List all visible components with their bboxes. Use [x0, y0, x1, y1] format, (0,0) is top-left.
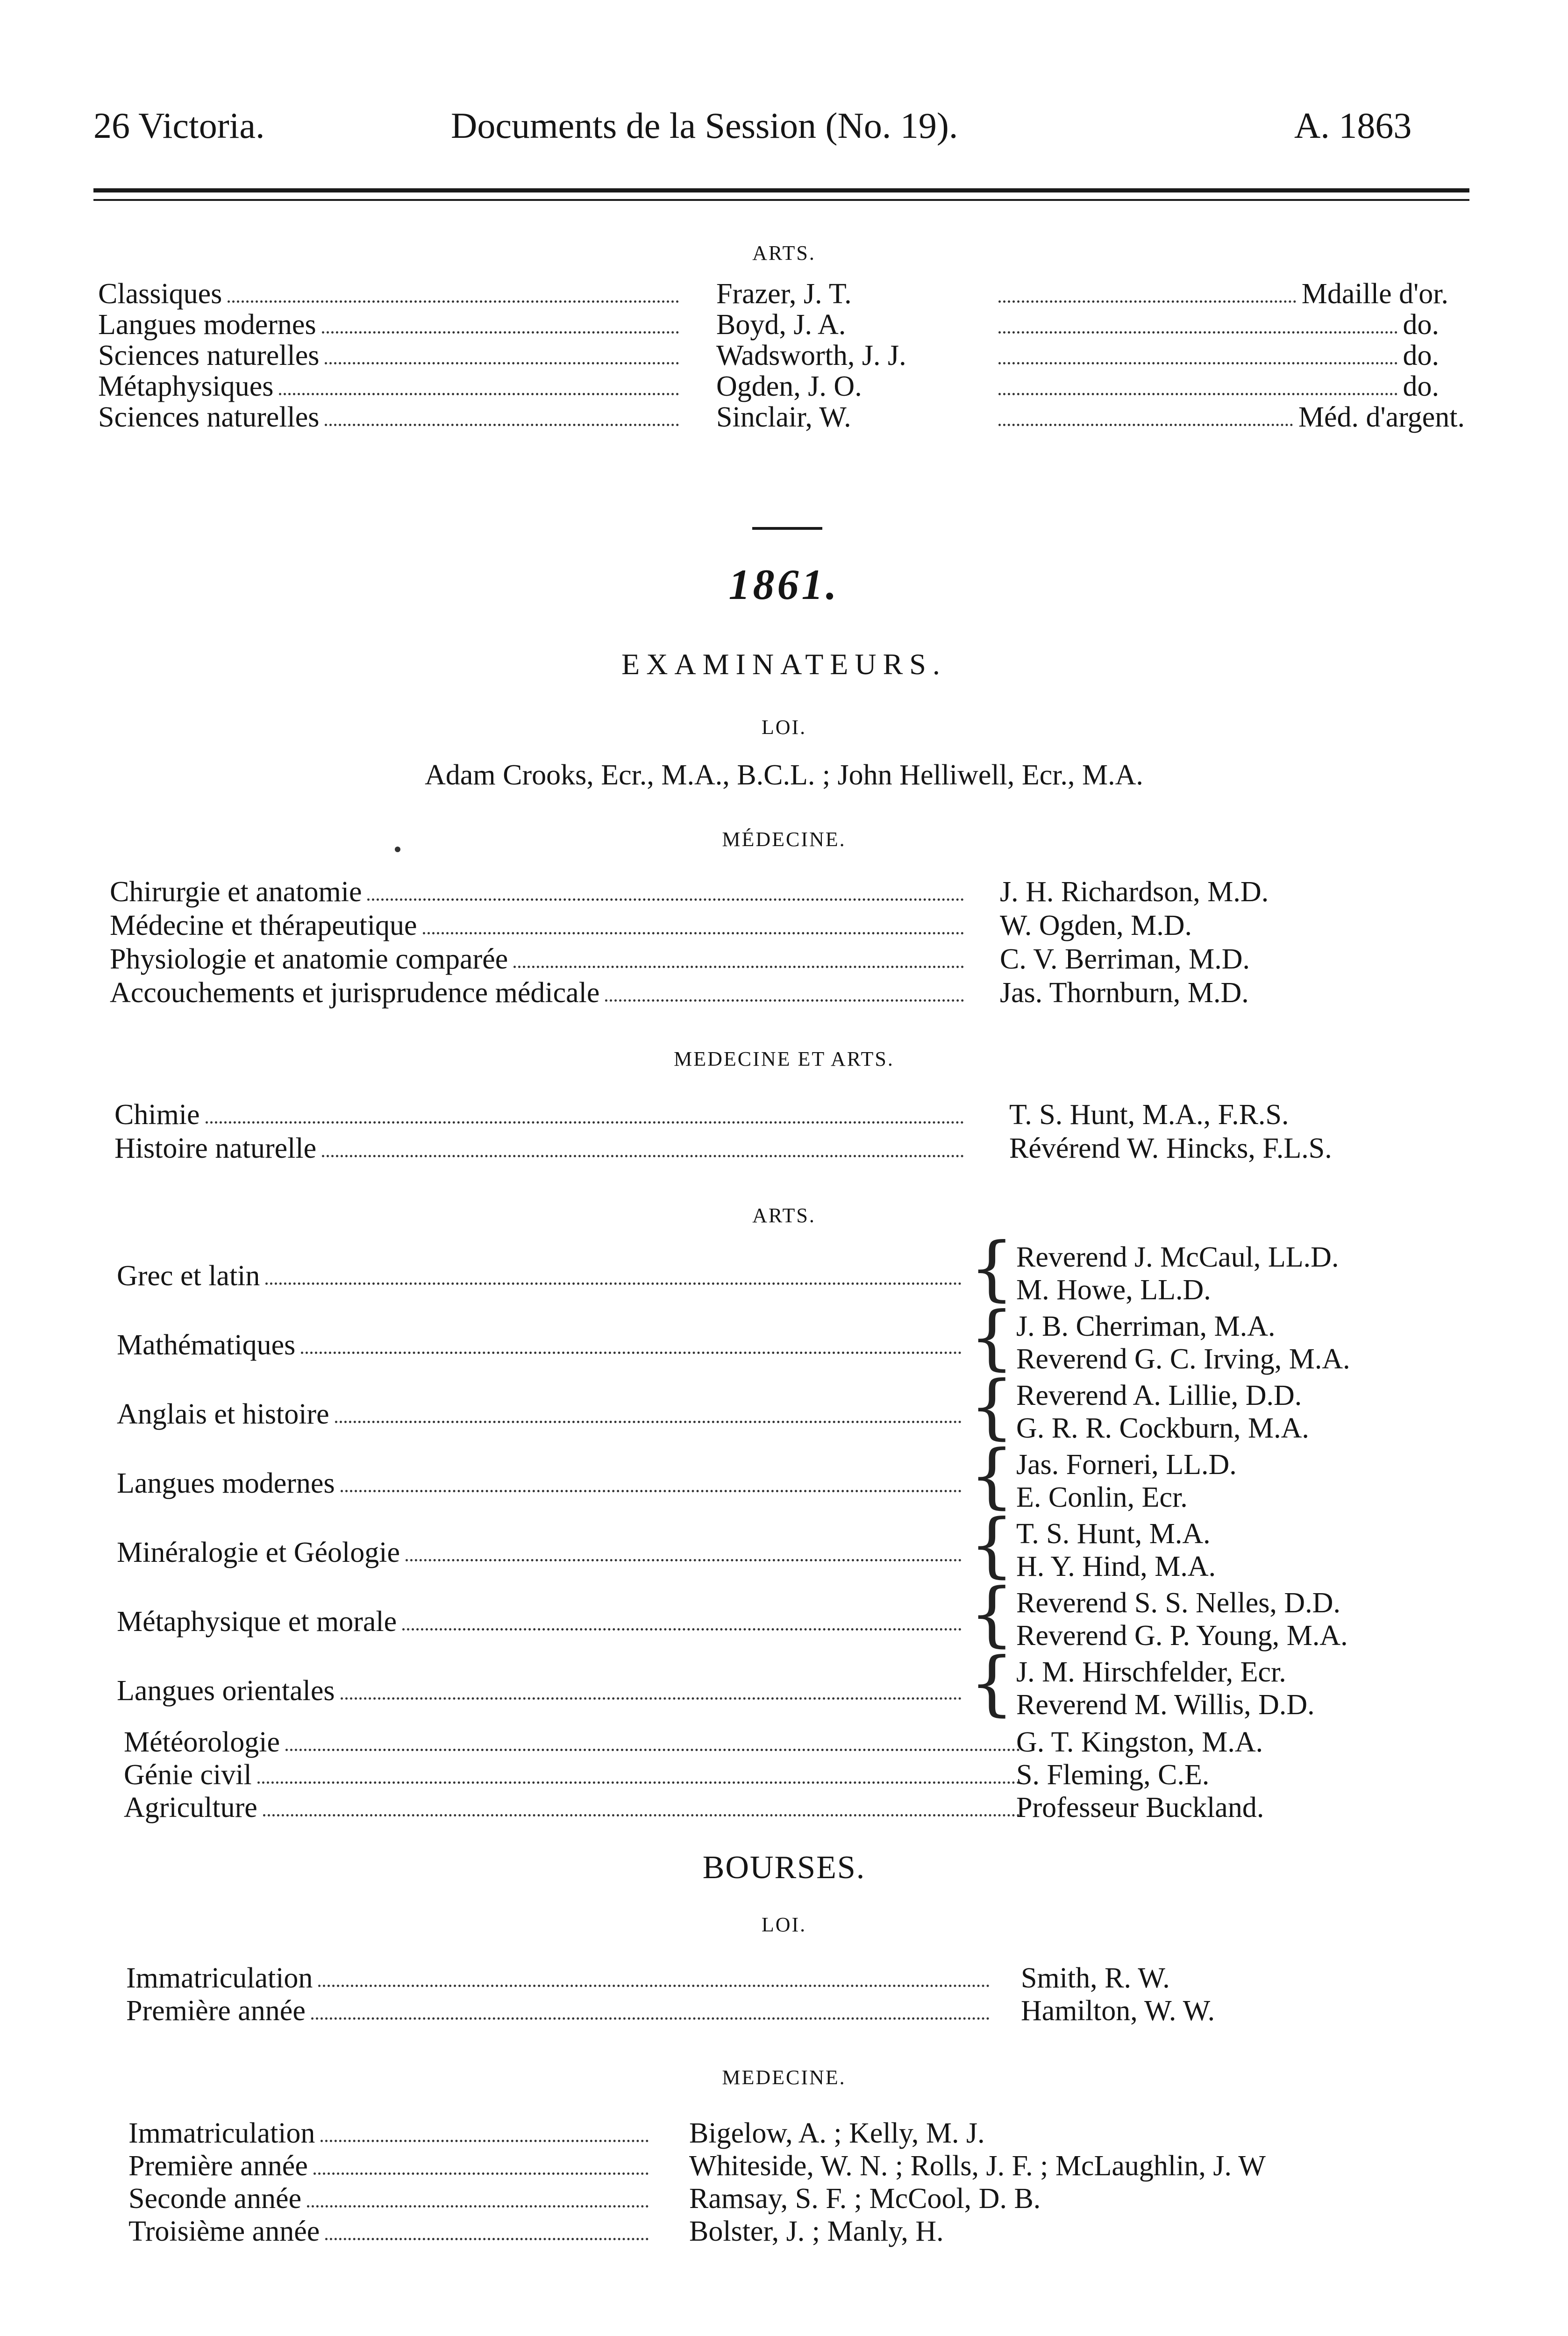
arts-prev-row-subject: Métaphysiques: [98, 372, 684, 401]
year-heading: 1861.: [728, 561, 840, 608]
bourses-loi-subject: Immatriculation: [126, 1964, 995, 1993]
arts-single-subject: Agriculture: [124, 1793, 1026, 1822]
bourses-heading: BOURSES.: [702, 1850, 866, 1886]
medecine-arts-heading: MEDECINE ET ARTS.: [674, 1047, 894, 1070]
arts-pair-subject: Anglais et histoire: [117, 1400, 967, 1429]
arts-pair-name: M. Howe, LL.D.: [1016, 1274, 1211, 1306]
header-rule-thick: [93, 188, 1469, 192]
arts-single-subject: Génie civil: [124, 1760, 1026, 1789]
header-rule-thin: [93, 199, 1469, 201]
arts-prev-row-award: Mdaille d'or.: [993, 279, 1448, 308]
arts-pair-name: Reverend A. Lillie, D.D.: [1016, 1380, 1302, 1411]
medecine-row-name: C. V. Berriman, M.D.: [1000, 943, 1250, 975]
loi-examiners-line: Adam Crooks, Ecr., M.A., B.C.L. ; John Helliwell, Ecr., M.A.: [425, 759, 1143, 791]
medecine-arts-row-name: Révérend W. Hincks, F.L.S.: [1009, 1132, 1332, 1164]
header-year: A. 1863: [1294, 105, 1412, 146]
arts-heading: ARTS.: [752, 1204, 816, 1227]
bourses-medecine-subject: Première année: [128, 2151, 654, 2180]
arts-pair-name: Reverend M. Willis, D.D.: [1016, 1689, 1315, 1721]
loi-heading: LOI.: [761, 716, 807, 739]
bourses-loi-name: Hamilton, W. W.: [1021, 1995, 1215, 2027]
bourses-medecine-subject: Seconde année: [128, 2184, 654, 2213]
arts-prev-row-name: Boyd, J. A.: [716, 309, 846, 341]
arts-pair-name: G. R. R. Cockburn, M.A.: [1016, 1412, 1309, 1444]
arts-single-name: G. T. Kingston, M.A.: [1016, 1726, 1263, 1758]
medecine-row-subject: Accouchements et jurisprudence médicale: [110, 978, 969, 1007]
arts-pair-subject: Métaphysique et morale: [117, 1607, 967, 1636]
header-title: Documents de la Session (No. 19).: [451, 105, 958, 146]
arts-prev-heading: ARTS.: [752, 242, 816, 264]
print-speck: [395, 847, 400, 852]
arts-pair-subject: Mathématiques: [117, 1331, 967, 1360]
brace-glyph: {: [969, 1643, 1014, 1724]
section-divider: [752, 527, 822, 530]
medecine-row-subject: Chirurgie et anatomie: [110, 877, 969, 906]
arts-prev-row-name: Sinclair, W.: [716, 401, 851, 433]
bourses-medecine-subject: Troisième année: [128, 2217, 654, 2246]
brace-glyph: {: [969, 1435, 1014, 1517]
arts-single-subject: Météorologie: [124, 1728, 1026, 1757]
medecine-row-name: J. H. Richardson, M.D.: [1000, 876, 1269, 908]
arts-pair-subject: Langues orientales: [117, 1676, 967, 1705]
bourses-medecine-name: Ramsay, S. F. ; McCool, D. B.: [689, 2183, 1041, 2215]
medecine-arts-row-name: T. S. Hunt, M.A., F.R.S.: [1009, 1099, 1289, 1131]
bourses-loi-subject: Première année: [126, 1996, 995, 2025]
arts-prev-row-subject: Sciences naturelles: [98, 403, 684, 432]
brace-glyph: {: [969, 1366, 1014, 1447]
arts-prev-row-award: do.: [993, 372, 1439, 401]
arts-pair-name: E. Conlin, Ecr.: [1016, 1481, 1188, 1513]
bourses-medecine-heading: MEDECINE.: [722, 2066, 846, 2089]
arts-prev-row-subject: Classiques: [98, 279, 684, 308]
arts-prev-row-subject: Langues modernes: [98, 310, 684, 339]
arts-pair-name: Reverend G. P. Young, M.A.: [1016, 1620, 1348, 1652]
arts-pair-subject: Grec et latin: [117, 1261, 967, 1290]
bourses-medecine-name: Bigelow, A. ; Kelly, M. J.: [689, 2117, 985, 2149]
medecine-row-name: W. Ogden, M.D.: [1000, 910, 1192, 941]
arts-prev-row-award: do.: [993, 341, 1439, 370]
header-session: 26 Victoria.: [93, 105, 265, 146]
arts-pair-subject: Minéralogie et Géologie: [117, 1538, 967, 1567]
medecine-row-subject: Physiologie et anatomie comparée: [110, 945, 969, 974]
arts-prev-row-name: Ogden, J. O.: [716, 370, 862, 402]
medecine-heading: MÉDECINE.: [722, 828, 846, 851]
brace-glyph: {: [969, 1574, 1014, 1655]
brace-glyph: {: [969, 1228, 1014, 1309]
arts-prev-row-subject: Sciences naturelles: [98, 341, 684, 370]
arts-prev-row-award: Méd. d'argent.: [993, 403, 1465, 432]
arts-pair-name: Jas. Forneri, LL.D.: [1016, 1449, 1237, 1481]
arts-pair-name: H. Y. Hind, M.A.: [1016, 1551, 1216, 1582]
arts-pair-name: J. B. Cherriman, M.A.: [1016, 1310, 1276, 1342]
bourses-medecine-name: Bolster, J. ; Manly, H.: [689, 2215, 944, 2247]
bourses-loi-name: Smith, R. W.: [1021, 1962, 1170, 1994]
arts-pair-name: Reverend G. C. Irving, M.A.: [1016, 1343, 1350, 1375]
brace-glyph: {: [969, 1297, 1014, 1378]
arts-pair-subject: Langues modernes: [117, 1469, 967, 1498]
arts-prev-row-award: do.: [993, 310, 1439, 339]
arts-pair-name: T. S. Hunt, M.A.: [1016, 1518, 1211, 1550]
bourses-loi-heading: LOI.: [761, 1913, 807, 1936]
medecine-row-name: Jas. Thornburn, M.D.: [1000, 977, 1249, 1009]
arts-prev-row-name: Wadsworth, J. J.: [716, 340, 906, 371]
arts-pair-name: J. M. Hirschfelder, Ecr.: [1016, 1656, 1286, 1688]
brace-glyph: {: [969, 1504, 1014, 1586]
medecine-arts-row-subject: Chimie: [114, 1100, 969, 1129]
arts-single-name: Professeur Buckland.: [1016, 1792, 1264, 1823]
bourses-medecine-subject: Immatriculation: [128, 2119, 654, 2148]
bourses-medecine-name: Whiteside, W. N. ; Rolls, J. F. ; McLaughlin, J. W: [689, 2150, 1266, 2182]
arts-pair-name: Reverend S. S. Nelles, D.D.: [1016, 1587, 1340, 1619]
arts-single-name: S. Fleming, C.E.: [1016, 1759, 1210, 1791]
arts-prev-row-name: Frazer, J. T.: [716, 278, 852, 310]
examinateurs-heading: EXAMINATEURS.: [621, 648, 947, 681]
arts-pair-name: Reverend J. McCaul, LL.D.: [1016, 1241, 1339, 1273]
medecine-row-subject: Médecine et thérapeutique: [110, 911, 969, 940]
medecine-arts-row-subject: Histoire naturelle: [114, 1134, 969, 1163]
